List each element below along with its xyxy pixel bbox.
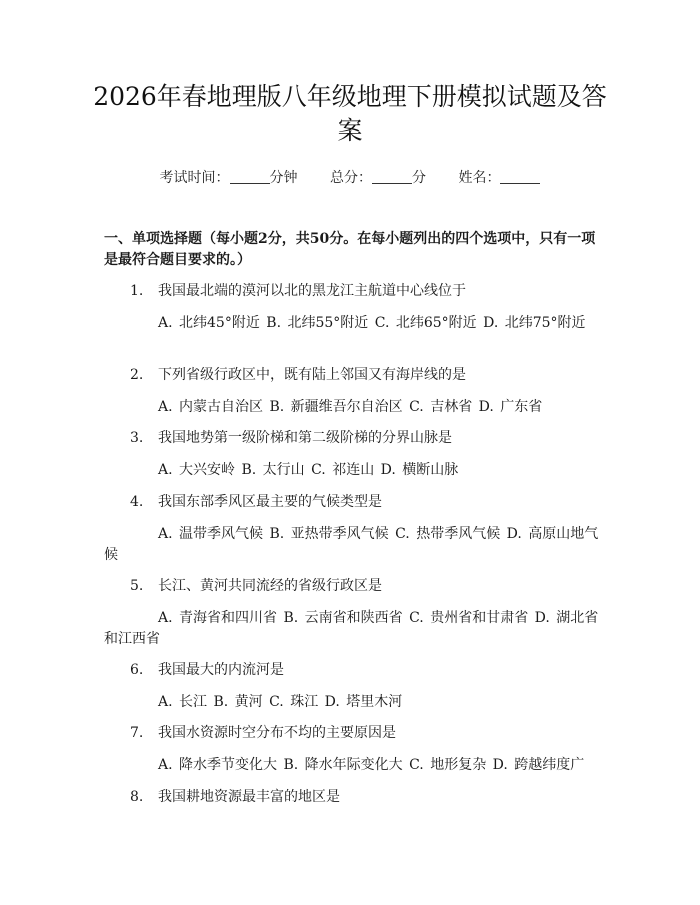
name-field: [458, 168, 540, 188]
exam-time-label: 考试时间：: [159, 170, 230, 186]
total-score-field: [330, 168, 426, 188]
question-stem: [104, 281, 600, 302]
question-number: 4.: [130, 494, 144, 510]
question-stem: [104, 428, 600, 449]
question-text: 我国东部季风区最主要的气候类型是: [158, 494, 382, 510]
total-score-label: 总分：: [330, 170, 372, 186]
section-heading: 一、单项选择题（每小题2分，共50分。在每小题列出的四个选项中，只有一项是最符合题目要求的。）: [104, 231, 596, 268]
exam-info-line: [0, 168, 700, 188]
question-options: A. 内蒙古自治区 B. 新疆维吾尔自治区 C. 吉林省 D. 广东省: [158, 399, 543, 415]
total-score-blank: [372, 169, 412, 184]
question-number: 3.: [130, 430, 144, 446]
question-text: 我国水资源时空分布不均的主要原因是: [158, 725, 396, 741]
page-title: 2026年春地理版八年级地理下册模拟试题及答案: [93, 82, 607, 145]
question-stem: [104, 723, 600, 744]
question-number: 5.: [130, 578, 144, 594]
name-blank: [500, 169, 540, 184]
question-text: 我国地势第一级阶梯和第二级阶梯的分界山脉是: [158, 430, 452, 446]
question-options: A. 青海省和四川省 B. 云南省和陕西省 C. 贵州省和甘肃省 D. 湖北省和江西省: [104, 610, 599, 647]
exam-time-field: [160, 168, 298, 188]
question-number: 1.: [130, 283, 144, 299]
question-text: 我国最北端的漠河以北的黑龙江主航道中心线位于: [158, 283, 466, 299]
question-text: 我国最大的内流河是: [158, 662, 284, 678]
exam-time-blank: [230, 169, 270, 184]
question-options: A. 长江 B. 黄河 C. 珠江 D. 塔里木河: [158, 694, 403, 710]
question-options: A. 大兴安岭 B. 太行山 C. 祁连山 D. 横断山脉: [158, 462, 459, 478]
question-text: 长江、黄河共同流经的省级行政区是: [158, 578, 382, 594]
question-stem: [104, 576, 600, 597]
question-text: 我国耕地资源最丰富的地区是: [158, 789, 340, 805]
question-options: A. 北纬45°附近 B. 北纬55°附近 C. 北纬65°附近 D. 北纬75°附近: [158, 315, 586, 331]
question-options: A. 降水季节变化大 B. 降水年际变化大 C. 地形复杂 D. 跨越纬度广: [158, 757, 585, 773]
question-text: 下列省级行政区中，既有陆上邻国又有海岸线的是: [158, 367, 466, 383]
question-number: 2.: [130, 367, 144, 383]
question-stem: [104, 365, 600, 386]
question-number: 6.: [130, 662, 144, 678]
exam-time-unit: 分钟: [269, 170, 298, 186]
question-number: 8.: [130, 789, 144, 805]
total-score-unit: 分: [412, 170, 426, 186]
question-stem: [104, 492, 600, 513]
question-stem: [104, 660, 600, 681]
question-stem: [104, 787, 600, 808]
question-options: A. 温带季风气候 B. 亚热带季风气候 C. 热带季风气候 D. 高原山地气候: [104, 526, 599, 563]
question-number: 7.: [130, 725, 144, 741]
name-label: 姓名：: [458, 170, 501, 186]
